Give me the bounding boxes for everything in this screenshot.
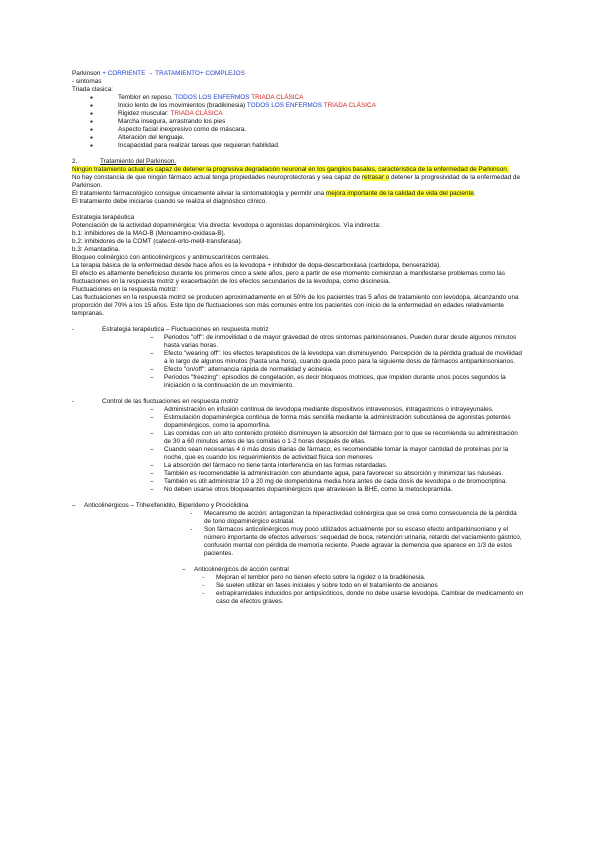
list-item: – Periodos "freezing": episodios de congelación, es decir bloqueos motrices, que impiden durante unos pocos segundos la iniciación o la continuación de un movimiento. bbox=[150, 374, 524, 390]
paragraph-2: No hay constancia de que ningún fármaco actual tenga propiedades neuroprotectoras y sea capaz de retrasar o detener la progresividad de la enfermedad de Parkinson. bbox=[72, 174, 521, 189]
estrategia-line: b.2: inhibidores de la COMT (catecol-orto-metil-transferasa). bbox=[72, 238, 243, 245]
list-item: – Administración en infusión continua de levodopa mediante dispositivos intravenosos, intragastricos o intrayeyunales. bbox=[150, 406, 524, 414]
section-heading-accion-central: – Anticolinérgicos de acción central bbox=[182, 566, 524, 574]
estrategia-heading: Estrategia terapéutica bbox=[72, 214, 135, 221]
list-item: - Mecanismo de acción: antagonizan la hiperactividad colinérgica que se crea como consecuencia de la pérdida de tono dopaminérgico estriatal. bbox=[190, 510, 524, 526]
estrategia-line: Potenciación de la actividad dopaminérgica: Vía directa: levodopa o agonistas dopaminérgicos. Vía indirecta: bbox=[72, 222, 381, 229]
estrategia-line: Las fluctuaciones en la respuesta motriz se producen aproximadamente en el 50% de los pacientes tras 5 años de tratamiento con levodopa, alcanzando una proporción del 70% a los 15 años. Este tipo de fluctuaciones son más comunes entre los pacientes con inicio de la enfermedad en edades relativamente tempranas. bbox=[72, 294, 519, 317]
estrategia-line: La terapia básica de la enfermedad desde hace años es la levodopa + inhibidor de dopa-descarboxilasa (carbidopa, benserazida). bbox=[72, 262, 441, 269]
list-item: – También es recomendable la administración con abundante agua, para favorecer su absorción y minimizar las náuseas. bbox=[150, 470, 524, 478]
list-item: – Estimulación dopaminérgica continua de forma más sencilla mediante la administración subcutánea de agonistas potentes dopaminérgicos, como la apomorfina. bbox=[150, 414, 524, 430]
triada-label: Triada clasica: bbox=[72, 86, 113, 93]
list-item: – Efecto "on/off": alternancia rápida de normalidad y acinesia. bbox=[150, 366, 524, 374]
control-list bbox=[72, 406, 524, 494]
section-heading-control: - Control de las fluctuaciones en respuesta motriz bbox=[72, 398, 524, 406]
title-part-a: Parkinson bbox=[72, 70, 101, 77]
list-item: ● Temblor en reposo. TODOS LOS ENFERMOS TRIADA CLÁSICA bbox=[72, 94, 524, 102]
list-item: – Periodos "off": de inmovilidad o de mayor gravedad de otros síntomas parkinsonianos. Pueden durar desde algunos minutos hasta varias horas. bbox=[150, 334, 524, 350]
estrategia-line: Fluctuaciones en la respuesta motriz: bbox=[72, 286, 178, 293]
fluctuaciones-list bbox=[72, 334, 524, 390]
estrategia-line: b.1: inhibidores de la MAO-B (Monoamino-oxidasa-B). bbox=[72, 230, 226, 237]
estrategia-line: El efecto es altamente beneficioso durante los primeros cinco a siete años, pero a partir de ese momento comienzan a manifestarse problemas como las fluctuaciones en la respuesta motriz y exacerbación de los efectos secundarios de la levodopa, como discinesia. bbox=[72, 270, 506, 285]
list-item: – También es útil administrar 10 a 20 mg de domperidona media hora antes de cada dosis de levodopa o de bromocriptina. bbox=[150, 478, 524, 486]
list-item: ● Marcha insegura, arrastrando los pies bbox=[72, 118, 524, 126]
anticolinergicos-list bbox=[72, 510, 524, 558]
paragraph-4: El tratamiento debe iniciarse cuando se realiza el diagnóstico clínico. bbox=[72, 198, 268, 205]
document-body bbox=[72, 70, 524, 606]
paragraph-1: Ningún tratamiento actual es capaz de detener la progresiva degradación neuronal en los ganglios basales, característica de la enfermedad de Parkinson. bbox=[72, 166, 509, 173]
list-item: – Cuando sean necesarias 4 ó más dosis diarias de fármaco, es recomendable tomar la mayor cantidad de proteínas por la noche, que es cuando los requerimientos de actividad física son menores. bbox=[150, 446, 524, 462]
section-heading-fluctuaciones: - Estrategia terapéutica – Fluctuaciones en respuesta motriz bbox=[72, 326, 524, 334]
list-item: ● Inicio lento de los movimientos (bradikinesia) TODOS LOS ENFERMOS TRIADA CLÁSICA bbox=[72, 102, 524, 110]
list-item: – Efecto "wearing off": los efectos terapéuticos de la levodopa van disminuyendo. Percepción de la pérdida gradual de movilidad a lo largo de algunos minutos (hasta una hora), cuando queda poco para la siguiente dosis de fármacos antiparkinsonianos. bbox=[150, 350, 524, 366]
list-item: – Las comidas con un alto contenido proteico disminuyen la absorción del fármaco por lo que se recomienda su administración de 30 a 60 minutos antes de las comidas o 1-2 horas después de ellas. bbox=[150, 430, 524, 446]
list-item: ● Incapacidad para realizar tareas que requieran habilidad. bbox=[72, 142, 524, 150]
triada-list bbox=[72, 94, 524, 150]
page-title bbox=[72, 70, 524, 78]
list-item: ● Alteración del lenguaje. bbox=[72, 134, 524, 142]
estrategia-line: Bloqueo colinérgico con anticolinérgicos y antimuscarínicos centrales. bbox=[72, 254, 270, 261]
section-heading-anticolinergicos: – Anticolinérgicos – Trihexifenidilo, Biperideno y Prociclidina bbox=[72, 502, 524, 510]
list-item: - Mejoran el temblor pero no tienen efecto sobre la rigidez o la bradikinesia. bbox=[202, 574, 524, 582]
section-heading-tratamiento: 2. Tratamiento del Parkinson. bbox=[72, 158, 177, 165]
list-item: - Se suelen utilizar en fases iniciales y sobre todo en el tratamiento de ancianos bbox=[202, 582, 524, 590]
list-item: ● Rigidez muscular: TRIADA CLÁSICA bbox=[72, 110, 524, 118]
sintomas-label: - sintomas bbox=[72, 78, 102, 85]
paragraph-3: El tratamiento farmacológico consigue únicamente aliviar la sintomatología y permitir una mejora importante de la calidad de vida del paciente. bbox=[72, 190, 476, 197]
list-item: – La absorción del fármaco no tiene tanta interferencia en las formas retardadas. bbox=[150, 462, 524, 470]
accion-central-list bbox=[72, 574, 524, 606]
list-item: ● Aspecto facial inexpresivo como de máscara. bbox=[72, 126, 524, 134]
estrategia-line: b.3: Amantadina. bbox=[72, 246, 120, 253]
list-item: - extrapiramidales inducidos por antipsicóticos, donde no debe usarse levodopa. Cambiar de medicamento en caso de efectos graves. bbox=[202, 590, 524, 606]
title-part-b: + CORRIENTE → TRATAMIENTO+ COMPLEJOS bbox=[102, 70, 245, 77]
list-item: - Son fármacos anticolinérgicos muy poco utilizados actualmente por su escaso efecto antiparkinsoniano y el número importante de efectos adversos: sequedad de boca, retención urinaria, retardo del vaciamiento gástrico, confusión mental con pérdida de memoria reciente. Puede agravar la demencia que aparece en 1/3 de estos pacientes. bbox=[190, 526, 524, 558]
list-item: – No deben usarse otros bloqueantes dopaminérgicos que atraviesen la BHE, como la metoclopramida. bbox=[150, 486, 524, 494]
